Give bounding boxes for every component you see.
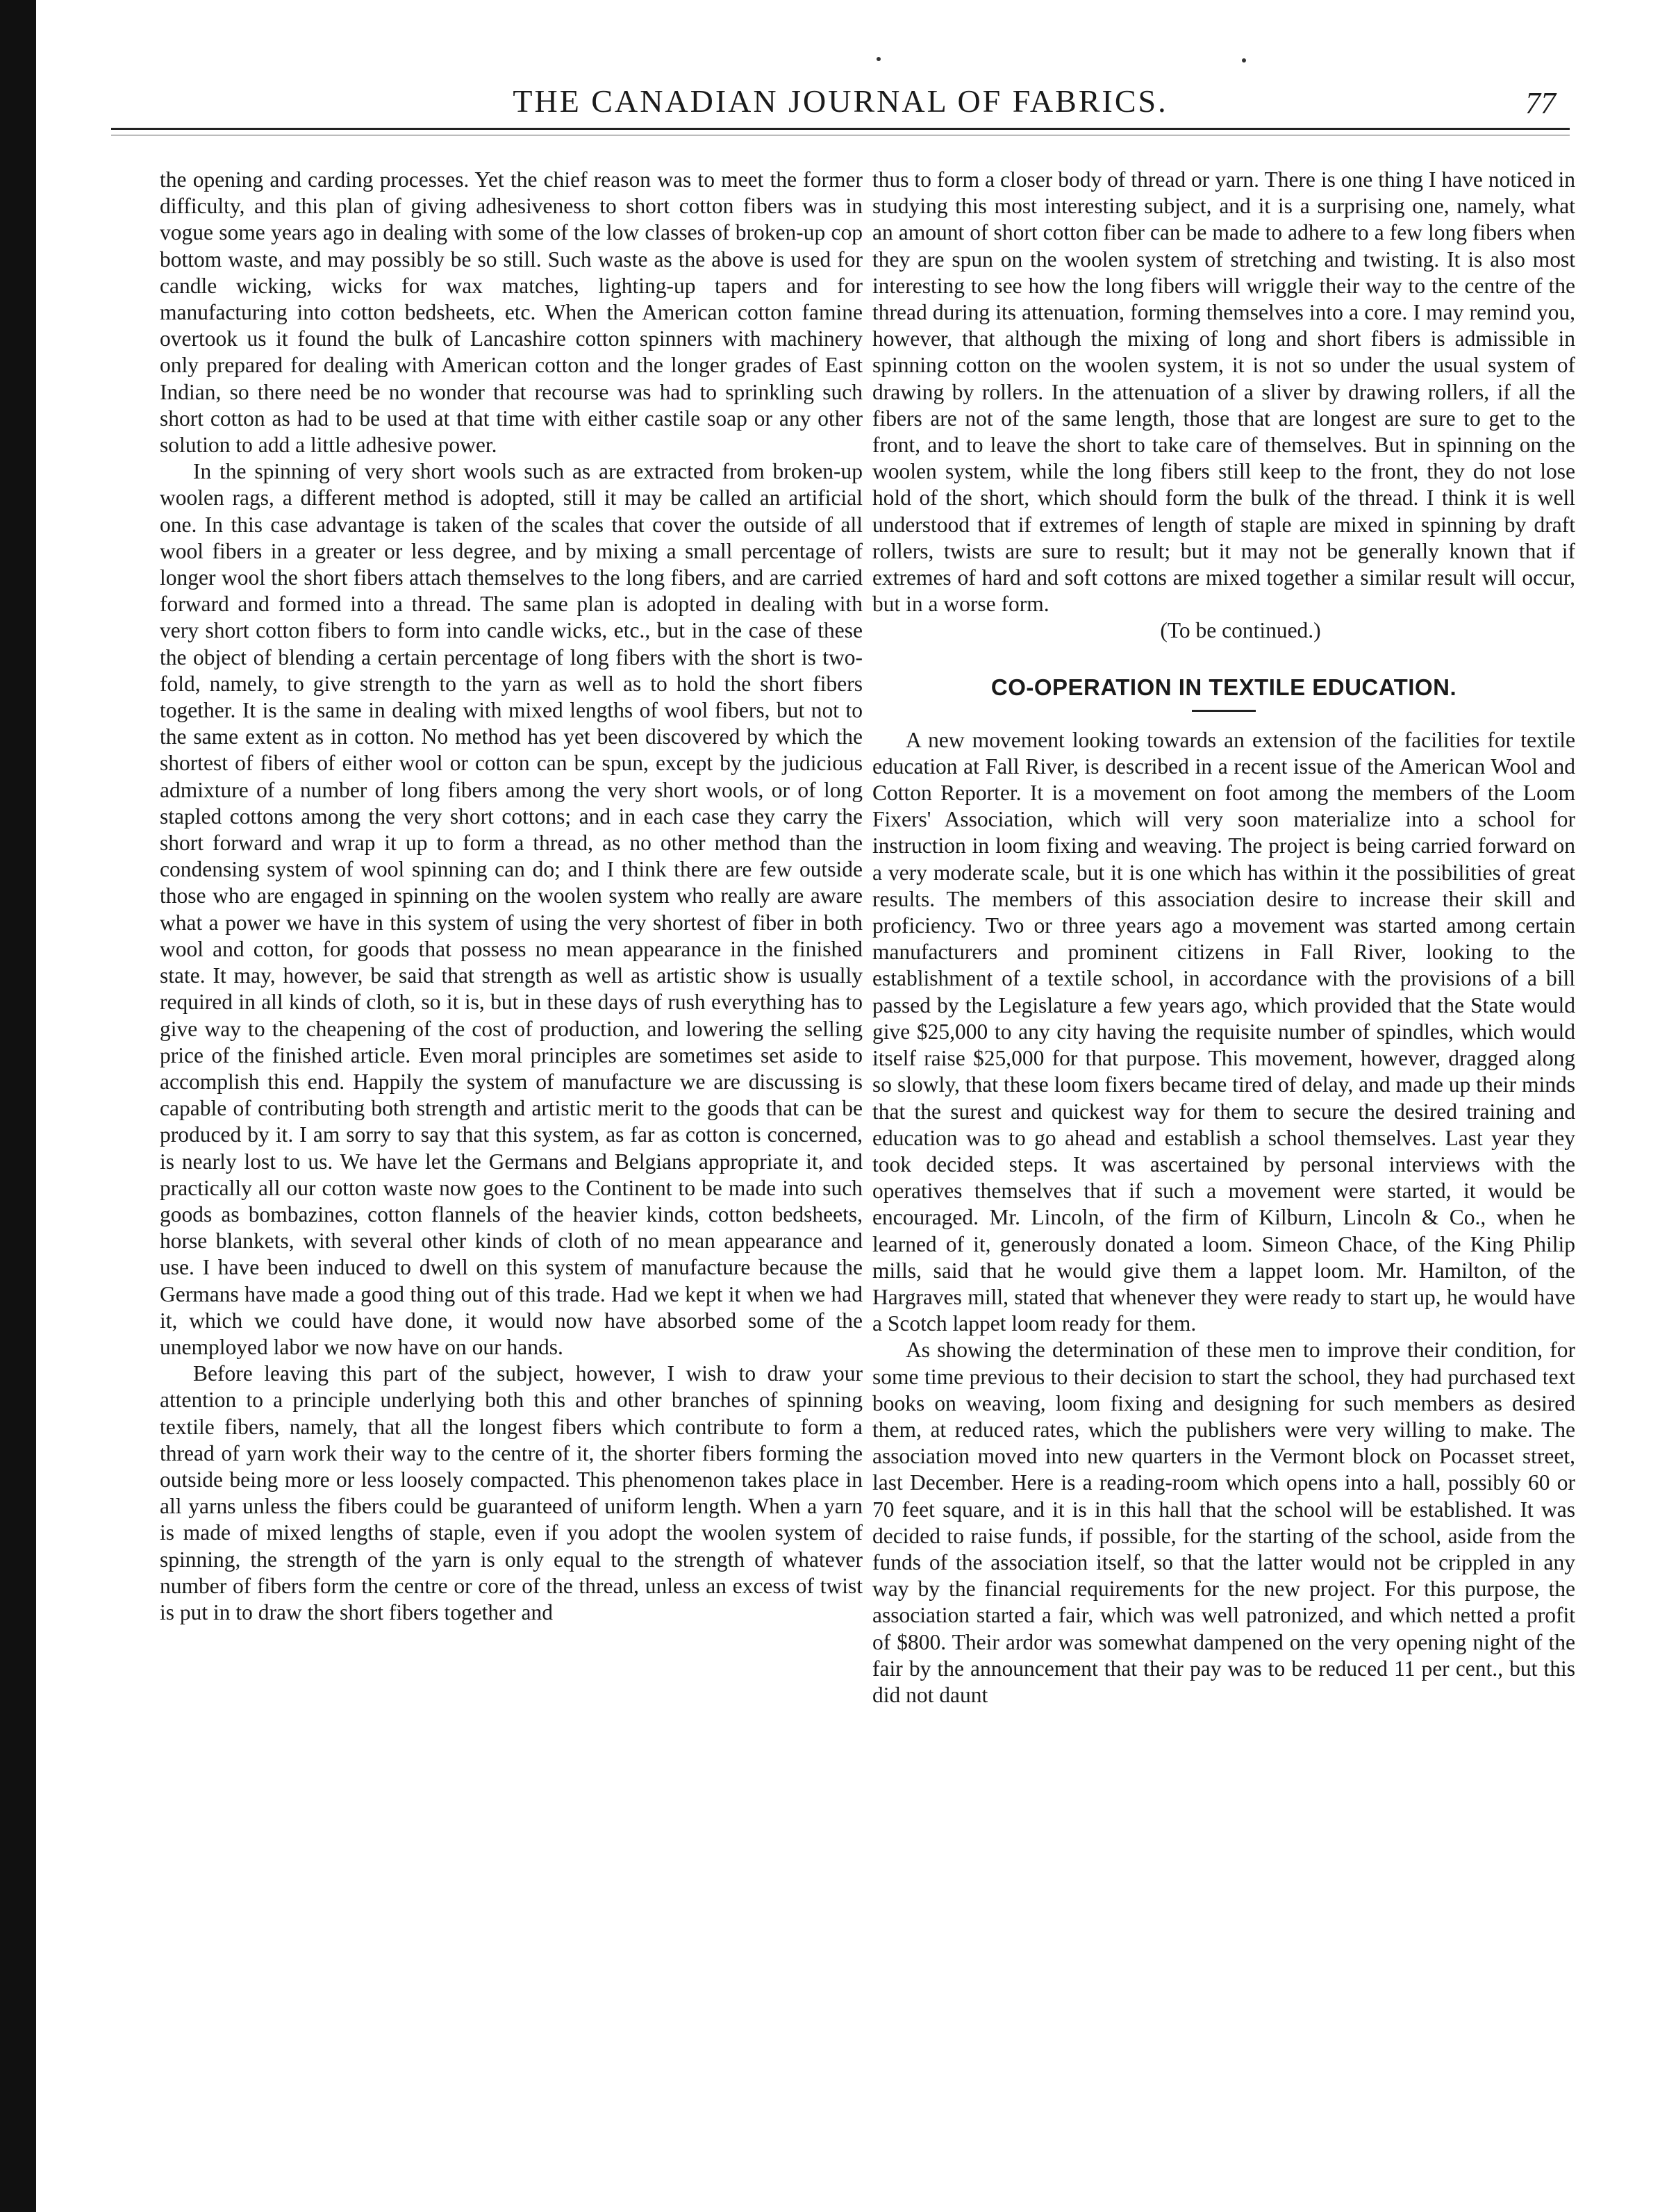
speck	[877, 57, 881, 61]
to-be-continued-note: (To be continued.)	[1160, 618, 1321, 643]
article-paragraph: A new movement looking towards an extension of the facilities for textile education at Fall River, is described in a recent issue of the American Wool and Cotton Reporter. It is a movement on foot among the members of the Loom Fixers' Association, which will very soon materialize into a school for instruction in loom fixing and weaving. The project is being carried forward on a very moderate scale, but it is one which has within it the possibilities of great results. The members of this association desire to increase their skill and proficiency. Two or three years ago a movement was started among certain manufacturers and prominent citizens in Fall River, looking to the establishment of a textile school, in accordance with the provisions of a bill passed by the Legislature a few years ago, which provided that the State would give $25,000 to any city having the requisite number of spindles, which would itself raise $25,000 for that purpose. This movement, however, dragged along so slowly, that these loom fixers became tired of delay, and made up their minds that the surest and quickest way for them to secure the desired training and education was to go ahead and establish a school themselves. Last year they took decided steps. It was ascertained by personal interviews with the operatives themselves that if such a movement were started, it would be encouraged. Mr. Lincoln, of the firm of Kilburn, Lincoln & Co., when he learned of it, generously donated a loom. Simeon Chace, of the King Philip mills, said that he would give them a lappet loom. Mr. Hamilton, of the Hargraves mill, stated that whenever they were ready to start up, he would have a Scotch lappet loom ready for them.	[872, 727, 1575, 1336]
left-column	[160, 167, 863, 1626]
journal-title: THE CANADIAN JOURNAL OF FABRICS.	[513, 83, 1168, 119]
article-heading: CO-OPERATION IN TEXTILE EDUCATION.	[990, 674, 1457, 700]
page-spine-edge	[0, 0, 36, 2212]
article-paragraph: As showing the determination of these men to improve their condition, for some time previous to their decision to start the school, they had purchased text books on weaving, loom fixing and designing for such members as desired them, at reduced rates, which the publishers were very willing to make. The association moved into new quarters in the Vermont block on Pocasset street, last December. Here is a reading-room which opens into a hall, possibly 60 or 70 feet square, and it is in this hall that the school will be established. It was decided to raise funds, if possible, for the starting of the school, aside from the funds of the association itself, so that the latter would not be crippled in any way by the financial requirements for the new project. For this purpose, the association started a fair, which was well patronized, and which netted a profit of $800. Their ardor was somewhat dampened on the very opening night of the fair by the announcement that their pay was to be reduced 11 per cent., but this did not daunt	[872, 1338, 1575, 1707]
paragraph-continued: thus to form a closer body of thread or yarn. There is one thing I have noticed in studying this most interesting subject, and it is a surprising one, namely, what an amount of short cotton fiber can be made to adhere to a few long fibers when they are spun on the woolen system of stretching and twisting. It is also most interesting to see how the long fibers will wriggle their way to the centre of the thread during its attenuation, forming themselves into a core. I may remind you, however, that although the mixing of long and short fibers is admissible in spinning cotton on the woolen system, it is not so under the usual system of drawing by rollers. In the attenuation of a sliver by drawing rollers, if all the fibers are not of the same length, those that are longest are sure to get to the front, and to leave the short to take care of themselves. But in spinning on the woolen system, while the long fibers still keep to the front, they do not lose hold of the short, which should form the bulk of the thread. I think it is well understood that if extremes of length of staple are mixed in spinning by draft rollers, twists are sure to result; but it may not be generally known that if extremes of hard and soft cottons are mixed together a similar result will occur, but in a worse form.	[872, 167, 1575, 617]
running-header	[111, 82, 1570, 144]
heading-rule	[1192, 710, 1256, 712]
header-rule	[111, 128, 1570, 130]
paragraph: the opening and carding processes. Yet the chief reason was to meet the former difficulty, and this plan of giving adhesiveness to short cotton fibers was in vogue some years ago in dealing with some of the low classes of broken-up cop bottom waste, and may possibly be so still. Such waste as the above is used for candle wicking, wicks for wax matches, lighting-up tapers and for manufacturing into cotton bedsheets, etc. When the American cotton famine overtook us it found the bulk of Lancashire cotton spinners with machinery only prepared for dealing with American cotton and the longer grades of East Indian, so there need be no wonder that recourse was had to sprinkling such short cotton as had to be used at that time with either castile soap or any other solution to add a little adhesive power.	[160, 167, 863, 458]
speck	[1242, 58, 1246, 63]
right-column	[872, 167, 1575, 1708]
page-number: 77	[1525, 86, 1556, 120]
paragraph: Before leaving this part of the subject, however, I wish to draw your attention to a principle underlying both this and other branches of spinning textile fibers, namely, that all the longest fibers which contribute to form a thread of yarn work their way to the centre of it, the shorter fibers forming the outside being more or less loosely compacted. This phenomenon takes place in all yarns unless the fibers could be guaranteed of uniform length. When a yarn is made of mixed lengths of staple, even if you adopt the woolen system of spinning, the strength of the yarn is only equal to the strength of whatever number of fibers form the centre or core of the thread, unless an excess of twist is put in to draw the short fibers together and	[160, 1361, 863, 1624]
paragraph: In the spinning of very short wools such as are extracted from broken-up woolen rags, a different method is adopted, still it may be called an artificial one. In this case advantage is taken of the scales that cover the outside of all wool fibers in a greater or less degree, and by mixing a small percentage of longer wool the short fibers attach themselves to the long fibers, and are carried forward and formed into a thread. The same plan is adopted in dealing with very short cotton fibers to form into candle wicks, etc., but in the case of these the object of blending a certain percentage of long fibers with the short is two-fold, namely, to give strength to the yarn as well as to hold the short fibers together. It is the same in dealing with mixed lengths of wool fibers, but not to the same extent as in cotton. No method has yet been discovered by which the shortest of fibers of either wool or cotton can be spun, except by the judicious admixture of a number of long fibers among the very short wools, or of long stapled cottons among the very short cottons; and in each case they carry the short forward and wrap it up to form a thread, as no other method than the condensing system of wool spinning can do; and I think there are few outside those who are engaged in spinning on the woolen system who really are aware what a power we have in this system of using the very shortest of fiber in both wool and cotton, for goods that possess no mean appearance in the finished state. It may, however, be said that strength as well as artistic show is usually required in all kinds of cloth, so it is, but in these days of rush everything has to give way to the cheapening of the cost of production, and lowering the selling price of the finished article. Even moral principles are sometimes set aside to accomplish this end. Happily the system of manufacture we are discussing is capable of contributing both strength and artistic merit to the goods that can be produced by it. I am sorry to say that this system, as far as cotton is concerned, is nearly lost to us. We have let the Germans and Belgians appropriate it, and practically all our cotton waste now goes to the Continent to be made into such goods as bombazines, cotton flannels of the heavier kinds, cotton bedsheets, horse blankets, with several other kinds of cloth of no mean appearance and use. I have been induced to dwell on this system of manufacture because the Germans have made a good thing out of this trade. Had we kept it when we had it, which we could have done, it would now have absorbed some of the unemployed labor we now have on our hands.	[160, 459, 863, 1359]
